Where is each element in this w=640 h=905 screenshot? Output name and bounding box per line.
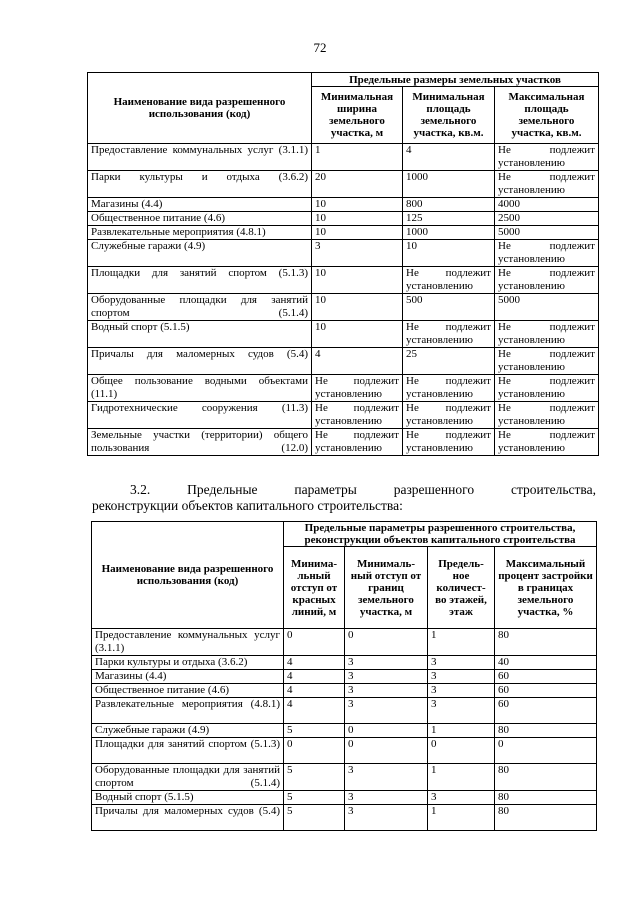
t2-cell-c4: 80 [495,629,597,656]
t1-cell-c2: Не подлежит установлению [403,429,495,456]
t2-cell-c1: 0 [284,629,345,656]
t2-row [92,629,597,656]
t2-header-coverage: Максимальный процент застройки в границах земельного участка, % [495,547,597,629]
t1-cell-c3: 2500 [495,212,599,226]
t1-cell-name: Гидротехнические сооружения (11.3) [88,402,312,429]
t1-cell-c3: Не подлежит установлению [495,267,599,294]
t2-row [92,670,597,684]
t2-header-name: Наименование вида разрешенного использования (код) [92,522,284,629]
t2-cell-c4: 80 [495,805,597,831]
t2-row [92,738,597,764]
t1-cell-name: Парки культуры и отдыха (3.6.2) [88,171,312,198]
t1-cell-c3: Не подлежит установлению [495,240,599,267]
t2-cell-c4: 80 [495,791,597,805]
t1-cell-c3: Не подлежит установлению [495,144,599,171]
t2-cell-name: Оборудованные площадки для занятий спортом (5.1.4) [92,764,284,791]
t2-row [92,791,597,805]
t2-cell-c2: 3 [345,656,428,670]
t2-cell-c1: 4 [284,670,345,684]
t2-header-floors: Предель-ное количест-во этажей, этаж [428,547,495,629]
t2-cell-c1: 4 [284,698,345,724]
t2-cell-c1: 5 [284,791,345,805]
t1-cell-c2: 500 [403,294,495,321]
t1-cell-c2: 800 [403,198,495,212]
t1-row [88,171,599,198]
t2-cell-c1: 5 [284,764,345,791]
t1-cell-c3: 5000 [495,294,599,321]
t1-row [88,212,599,226]
t1-cell-c1: 20 [312,171,403,198]
t1-cell-c3: Не подлежит установлению [495,402,599,429]
t2-cell-c3: 3 [428,684,495,698]
page-number: 72 [313,40,327,55]
t2-row [92,764,597,791]
t2-cell-name: Причалы для маломерных судов (5.4) [92,805,284,831]
t2-cell-c2: 3 [345,684,428,698]
t1-row [88,402,599,429]
t2-cell-name: Площадки для занятий спортом (5.1.3) [92,738,284,764]
t1-cell-c1: Не подлежит установлению [312,375,403,402]
t1-cell-c1: Не подлежит установлению [312,402,403,429]
t2-cell-c3: 1 [428,629,495,656]
t1-cell-name: Служебные гаражи (4.9) [88,240,312,267]
t2-cell-c4: 60 [495,670,597,684]
t2-cell-name: Служебные гаражи (4.9) [92,724,284,738]
t1-header-min-area: Минимальная площадь земельного участка, кв.м. [403,87,495,144]
t1-row [88,348,599,375]
t2-cell-c1: 4 [284,684,345,698]
t2-cell-c4: 40 [495,656,597,670]
t1-cell-name: Общее пользование водными объектами (11.1) [88,375,312,402]
t2-cell-c2: 3 [345,670,428,684]
t2-cell-c1: 4 [284,656,345,670]
t1-cell-c2: 1000 [403,226,495,240]
t1-header-group: Предельные размеры земельных участков [312,73,599,87]
t1-cell-c3: Не подлежит установлению [495,375,599,402]
t1-cell-name: Причалы для маломерных судов (5.4) [88,348,312,375]
section-heading-line2: реконструкции объектов капитального строительства: [92,498,403,513]
t1-cell-c1: 4 [312,348,403,375]
t1-header-min-width: Минимальная ширина земельного участка, м [312,87,403,144]
t2-cell-name: Парки культуры и отдыха (3.6.2) [92,656,284,670]
t1-cell-name: Водный спорт (5.1.5) [88,321,312,348]
t2-cell-c2: 3 [345,791,428,805]
t1-cell-c2: 1000 [403,171,495,198]
t2-cell-c3: 1 [428,764,495,791]
t2-row [92,698,597,724]
t2-row [92,684,597,698]
construction-parameters-table [91,521,597,831]
t1-cell-name: Земельные участки (территории) общего пользования (12.0) [88,429,312,456]
t2-cell-c2: 0 [345,724,428,738]
t1-cell-c2: 25 [403,348,495,375]
t1-cell-c1: 10 [312,321,403,348]
t1-cell-c3: 4000 [495,198,599,212]
t2-cell-c3: 1 [428,805,495,831]
t1-header-max-area: Максимальная площадь земельного участка, кв.м. [495,87,599,144]
t1-row [88,375,599,402]
t1-row [88,226,599,240]
t1-row [88,240,599,267]
t1-cell-name: Предоставление коммунальных услуг (3.1.1) [88,144,312,171]
t1-cell-name: Оборудованные площадки для занятий спортом (5.1.4) [88,294,312,321]
t1-cell-c2: 4 [403,144,495,171]
t1-cell-c3: 5000 [495,226,599,240]
t1-cell-c1: 3 [312,240,403,267]
t2-cell-c3: 3 [428,791,495,805]
t1-cell-name: Магазины (4.4) [88,198,312,212]
t2-cell-name: Магазины (4.4) [92,670,284,684]
t2-cell-c4: 0 [495,738,597,764]
t1-row [88,321,599,348]
t2-cell-c3: 0 [428,738,495,764]
t1-cell-c2: 10 [403,240,495,267]
t1-header-name: Наименование вида разрешенного использования (код) [88,73,312,144]
t1-cell-c1: 10 [312,294,403,321]
t2-cell-c4: 80 [495,724,597,738]
t1-cell-c3: Не подлежит установлению [495,429,599,456]
t1-cell-c2: 125 [403,212,495,226]
t2-row [92,805,597,831]
t1-cell-c1: Не подлежит установлению [312,429,403,456]
land-plot-size-table [87,72,599,456]
t1-cell-c2: Не подлежит установлению [403,267,495,294]
t1-cell-name: Общественное питание (4.6) [88,212,312,226]
t1-cell-c1: 10 [312,198,403,212]
t2-header-group: Предельные параметры разрешенного строительства, реконструкции объектов капитального строительства [284,522,597,547]
t2-header-setback-red: Минима-льный отступ от красных линий, м [284,547,345,629]
t1-cell-c1: 1 [312,144,403,171]
t2-cell-c2: 3 [345,764,428,791]
t2-cell-c3: 3 [428,656,495,670]
t2-cell-c3: 3 [428,698,495,724]
t2-cell-name: Развлекательные мероприятия (4.8.1) [92,698,284,724]
t2-cell-c2: 3 [345,698,428,724]
t2-cell-c4: 60 [495,698,597,724]
t1-cell-c2: Не подлежит установлению [403,321,495,348]
t2-row [92,724,597,738]
section-heading-line1: 3.2. Предельные параметры разрешенного строительства, [130,482,596,497]
t2-header-setback-border: Минималь-ный отступ от границ земельного участка, м [345,547,428,629]
t2-cell-c4: 60 [495,684,597,698]
t2-row [92,656,597,670]
t2-cell-name: Водный спорт (5.1.5) [92,791,284,805]
t1-body [88,144,599,456]
t2-cell-c2: 0 [345,629,428,656]
t1-cell-c3: Не подлежит установлению [495,171,599,198]
t2-cell-c3: 1 [428,724,495,738]
t1-row [88,144,599,171]
t1-cell-c3: Не подлежит установлению [495,321,599,348]
t1-row [88,267,599,294]
t1-cell-c2: Не подлежит установлению [403,402,495,429]
t2-cell-c1: 5 [284,724,345,738]
t1-cell-c2: Не подлежит установлению [403,375,495,402]
t1-cell-c1: 10 [312,212,403,226]
t2-cell-name: Предоставление коммунальных услуг (3.1.1) [92,629,284,656]
t2-cell-c2: 0 [345,738,428,764]
t2-cell-name: Общественное питание (4.6) [92,684,284,698]
t2-cell-c1: 0 [284,738,345,764]
t1-row [88,429,599,456]
t1-cell-c1: 10 [312,267,403,294]
t2-cell-c4: 80 [495,764,597,791]
t2-body [92,629,597,831]
t1-row [88,198,599,212]
t1-cell-name: Площадки для занятий спортом (5.1.3) [88,267,312,294]
t2-cell-c3: 3 [428,670,495,684]
t1-row [88,294,599,321]
t1-cell-c1: 10 [312,226,403,240]
t2-cell-c1: 5 [284,805,345,831]
t2-cell-c2: 3 [345,805,428,831]
t1-cell-name: Развлекательные мероприятия (4.8.1) [88,226,312,240]
t1-cell-c3: Не подлежит установлению [495,348,599,375]
